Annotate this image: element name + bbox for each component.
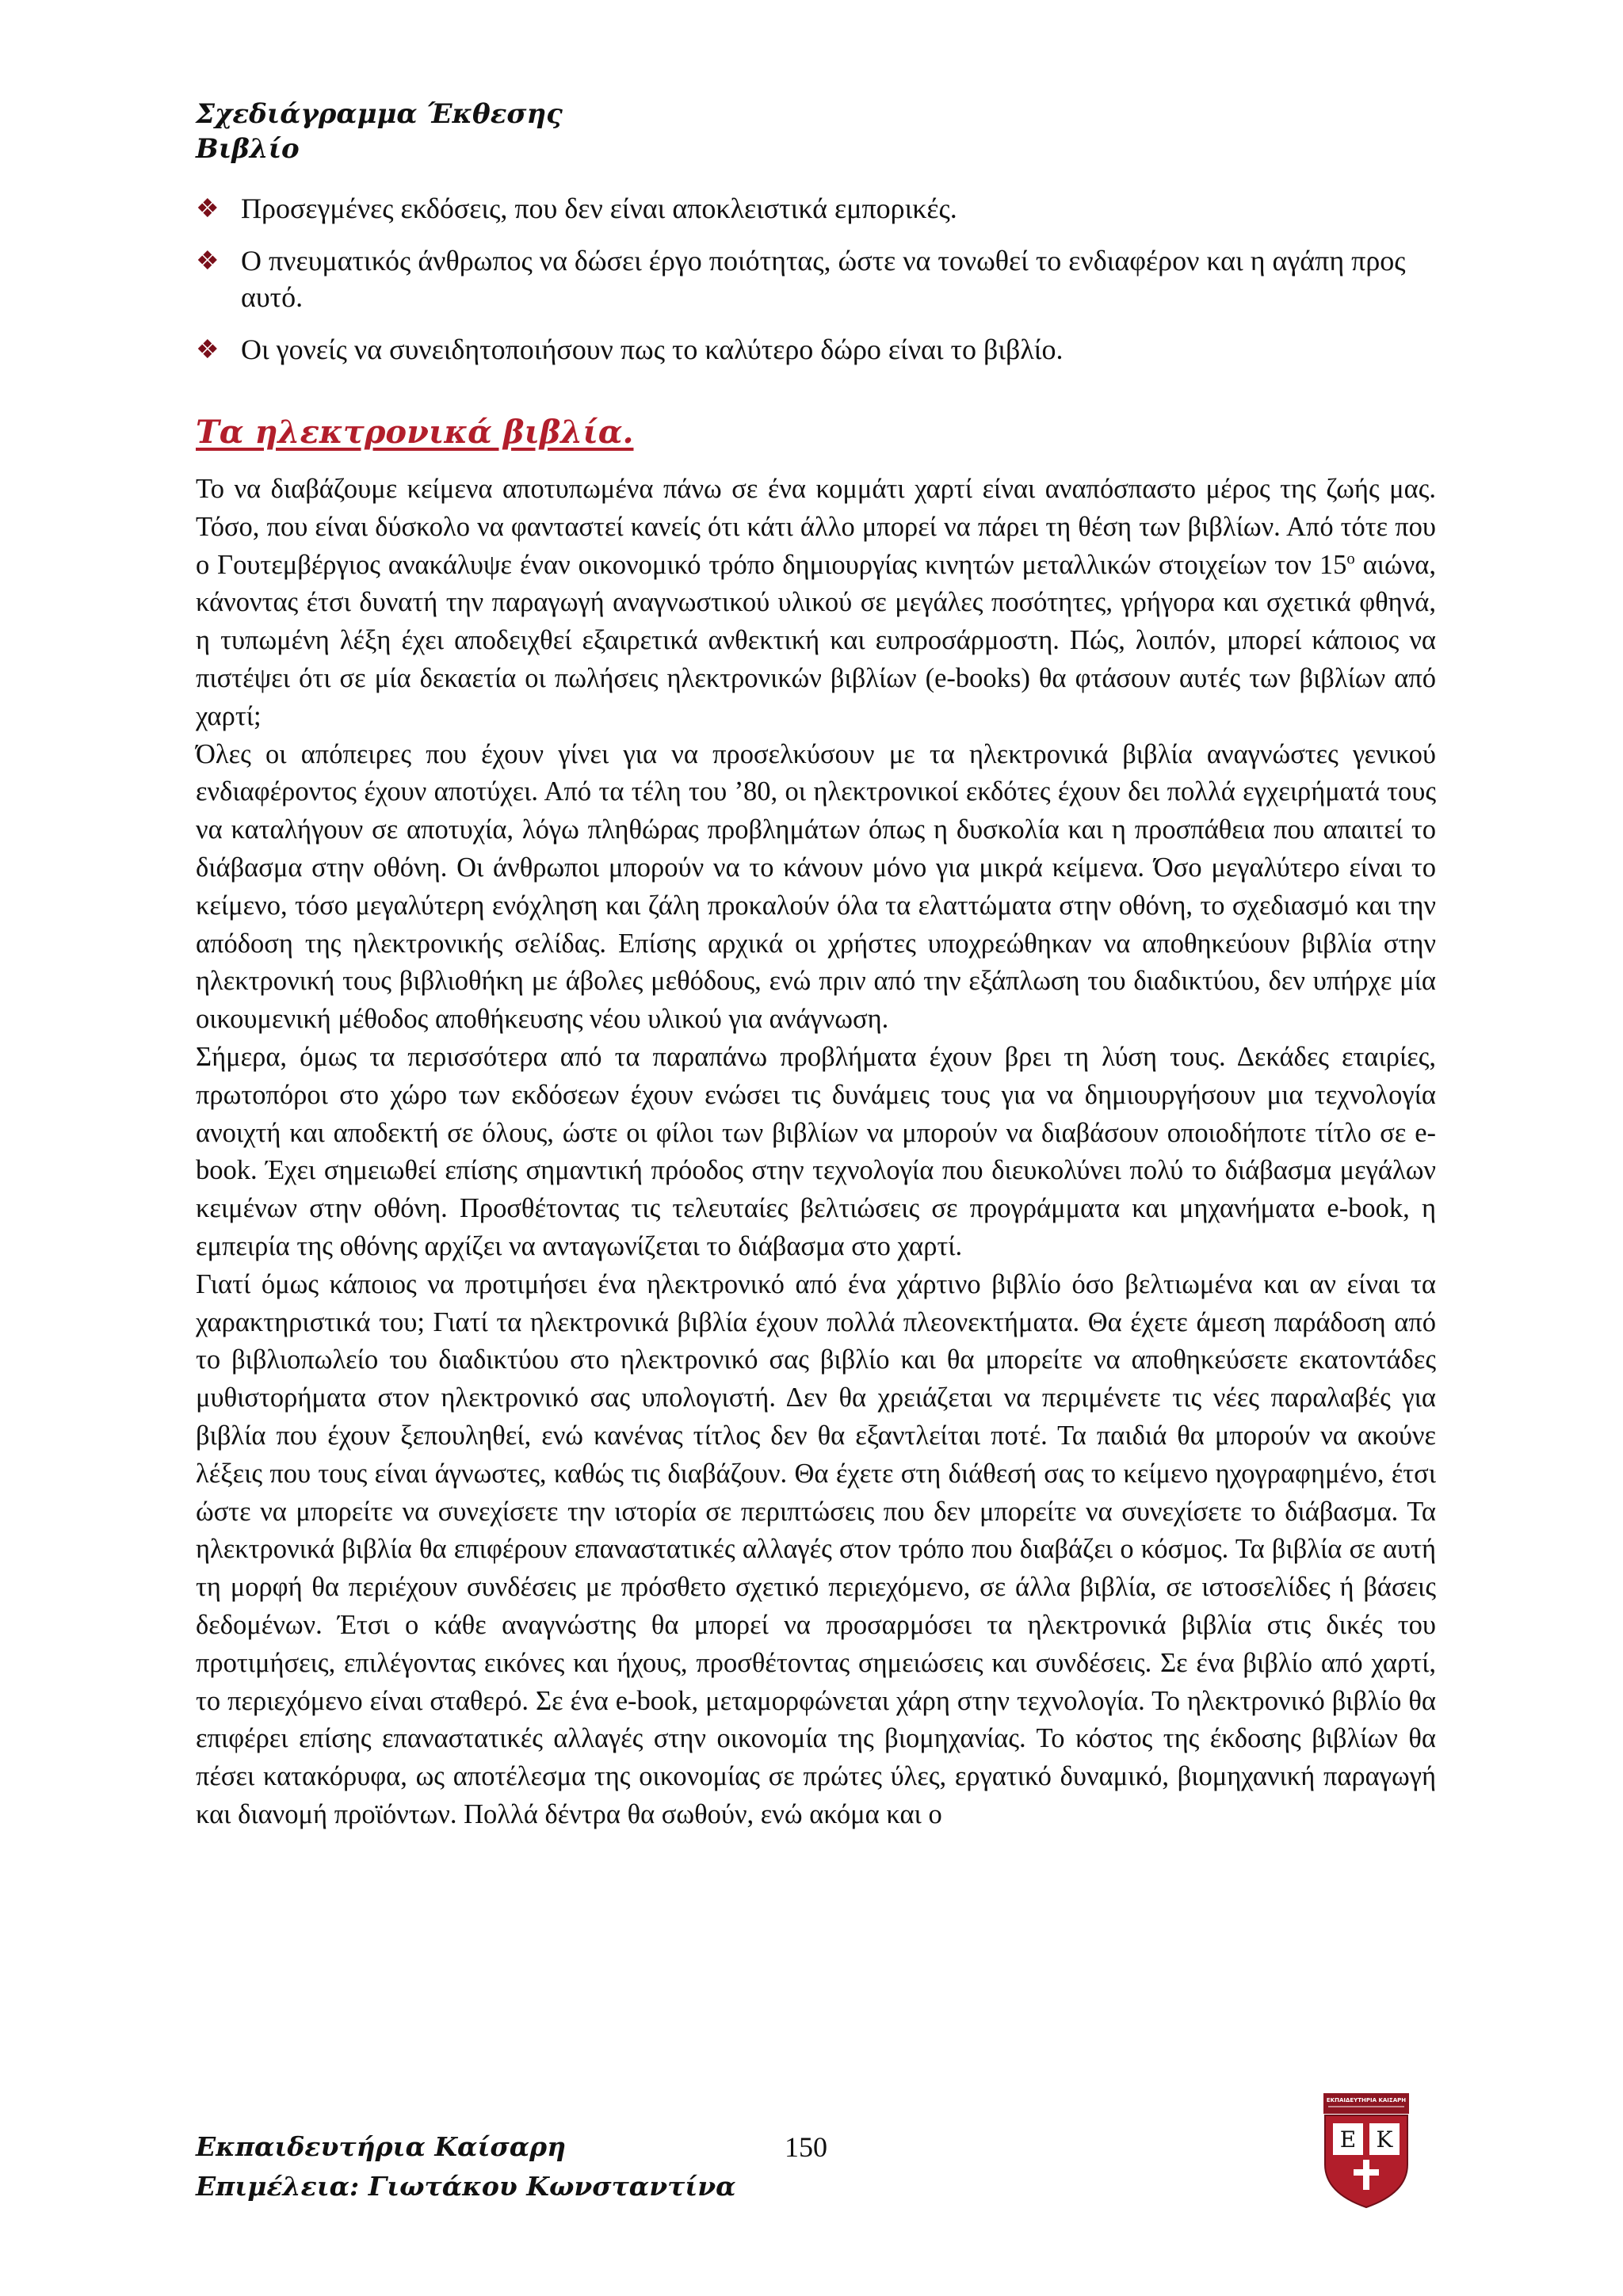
page-number: 150 bbox=[785, 2131, 827, 2163]
bullet-text: Οι γονείς να συνειδητοποιήσουν πως το καλύτερο δώρο είναι το βιβλίο. bbox=[241, 334, 1064, 365]
bullet-text: Ο πνευματικός άνθρωπος να δώσει έργο ποιότητας, ώστε να τονωθεί το ενδιαφέρον και η αγάπη προς αυτό. bbox=[241, 245, 1406, 313]
bullet-list bbox=[196, 190, 1436, 383]
bullet-item bbox=[196, 242, 1436, 315]
header-subtitle: Βιβλίο bbox=[196, 133, 300, 165]
bullet-item bbox=[196, 190, 1436, 227]
paragraph: Όλες οι απόπειρες που έχουν γίνει για να προσελκύσουν με τα ηλεκτρονικά βιβλία αναγνώστες γενικού ενδιαφέροντος έχουν αποτύχει. Από τα τέλη του ’80, οι ηλεκτρονικοί εκδότες έχουν δει πολλά εγχειρήματά τους να καταλήγουν σε αποτυχία, λόγω πληθώρας προβλημάτων όπως η δυσκολία και η προσπάθεια που απαιτεί το διάβασμα στην οθόνη. Οι άνθρωποι μπορούν να το κάνουν μόνο για μικρά κείμενα. Όσο μεγαλύτερο είναι το κείμενο, τόσο μεγαλύτερη ενόχληση και ζάλη προκαλούν όλα τα ελαττώματα στην οθόνη, το σχεδιασμό και την απόδοση της ηλεκτρονικής σελίδας. Επίσης αρχικά οι χρήστες υποχρεώθηκαν να αποθηκεύουν βιβλία στην ηλεκτρονική τους βιβλιοθήκη με άβολες μεθόδους, ενώ πριν από την εξάπλωση του διαδικτύου, δεν υπήρχε μία οικουμενική μέθοδος αποθήκευσης νέου υλικού για ανάγνωση. bbox=[196, 738, 1436, 1035]
header-title: Σχεδιάγραμμα Έκθεσης bbox=[196, 98, 563, 130]
logo-letter-right: Κ bbox=[1376, 2126, 1393, 2153]
bullet-item bbox=[196, 331, 1436, 368]
ordinal-superscript: ο bbox=[1346, 550, 1355, 568]
bullet-text: Προσεγμένες εκδόσεις, που δεν είναι αποκλειστικά εμπορικές. bbox=[241, 193, 957, 224]
section-heading: Τα ηλεκτρονικά βιβλία. bbox=[196, 414, 634, 451]
logo-banner-text: ΕΚΠΑΙΔΕΥΤΗΡΙΑ ΚΑΙΣΑΡΗ bbox=[1326, 2097, 1407, 2103]
footer bbox=[196, 2127, 736, 2206]
paragraph-text: αιώνα, κάνοντας έτσι δυνατή την παραγωγή αναγνωστικού υλικού σε μεγάλες ποσότητες, γρήγορα και σχετικά φθηνά, η τυπωμένη λέξη έχει αποδειχθεί εξαιρετικά ανθεκτική και ευπροσάρμοστη. Πώς, λοιπόν, μπορεί κάποιος να πιστέψει ότι σε μία δεκαετία οι πωλήσεις ηλεκτρονικών βιβλίων (e-books) θα φτάσουν αυτές των βιβλίων από χαρτί; bbox=[196, 549, 1436, 731]
running-header bbox=[196, 97, 563, 166]
paragraph: Γιατί όμως κάποιος να προτιμήσει ένα ηλεκτρονικό από ένα χάρτινο βιβλίο όσο βελτιωμένα και αν είναι τα χαρακτηριστικά του; Γιατί τα ηλεκτρονικά βιβλία έχουν πολλά πλεονεκτήματα. Θα έχετε άμεση παράδοση από το βιβλιοπωλείο του διαδικτύου στο ηλεκτρονικό σας βιβλίο και θα μπορείτε να αποθηκεύσετε εκατοντάδες μυθιστορήματα στον ηλεκτρονικό σας υπολογιστή. Δεν θα χρειάζεται να περιμένετε τις νέες παραλαβές για βιβλία που έχουν ξεπουληθεί, ενώ κανένας τίτλος δεν θα εξαντλείται ποτέ. Τα παιδιά θα μπορούν να ακούνε λέξεις που τους είναι άγνωστες, καθώς τις διαβάζουν. Θα έχετε στη διάθεσή σας το κείμενο ηχογραφημένο, έτσι ώστε να μπορείτε να συνεχίσετε την ιστορία σε περιπτώσεις που δεν μπορείτε να συνεχίσετε το διάβασμα. Τα ηλεκτρονικά βιβλία θα επιφέρουν επαναστατικές αλλαγές στον τρόπο που διαβάζει ο κόσμος. Τα βιβλία σε αυτή τη μορφή θα περιέχουν συνδέσεις με πρόσθετο σχετικό περιεχόμενο, σε άλλα βιβλία, σε ιστοσελίδες ή βάσεις δεδομένων. Έτσι ο κάθε αναγνώστης θα μπορεί να προσαρμόσει τα ηλεκτρονικά βιβλία στις δικές του προτιμήσεις, επιλέγοντας εικόνες και ήχους, προσθέτοντας σημειώσεις και συνδέσεις. Σε ένα βιβλίο από χαρτί, το περιεχόμενο είναι σταθερό. Σε ένα e-book, μεταμορφώνεται χάρη στην τεχνολογία. Το ηλεκτρονικό βιβλίο θα επιφέρει επίσης επαναστατικές αλλαγές στην οικονομία της βιομηχανίας. Το κόστος της έκδοσης βιβλίων θα πέσει κατακόρυφα, ως αποτέλεσμα της οικονομίας σε πρώτες ύλες, εργατικό δυναμικό, βιομηχανική παραγωγή και διανομή προϊόντων. Πολλά δέντρα θα σωθούν, ενώ ακόμα και ο bbox=[196, 1268, 1436, 1829]
four-diamond-bullet-icon: ❖ bbox=[196, 245, 220, 276]
body-text bbox=[196, 471, 1436, 1834]
four-diamond-bullet-icon: ❖ bbox=[196, 193, 220, 223]
paragraph: Σήμερα, όμως τα περισσότερα από τα παραπάνω προβλήματα έχουν βρει τη λύση τους. Δεκάδες εταιρίες, πρωτοπόροι στο χώρο των εκδόσεων έχουν ενώσει τις δυνάμεις τους για να δημιουργήσουν μια τεχνολογία ανοιχτή και αποδεκτή σε όλους, ώστε οι φίλοι των βιβλίων να μπορούν να διαβάσουν οποιοδήποτε τίτλο σε e-book. Έχει σημειωθεί επίσης σημαντική πρόοδος στην τεχνολογία που διευκολύνει πολύ το διάβασμα μεγάλων κειμένων στην οθόνη. Προσθέτοντας τις τελευταίες βελτιώσεις σε προγράμματα και μηχανήματα e-book, η εμπειρία της οθόνης αρχίζει να ανταγωνίζεται το διάβασμα στο χαρτί. bbox=[196, 1041, 1436, 1261]
four-diamond-bullet-icon: ❖ bbox=[196, 334, 220, 364]
footer-editor: Επιμέλεια: Γιωτάκου Κωνσταντίνα bbox=[196, 2171, 736, 2202]
paragraph bbox=[196, 471, 1436, 736]
paragraph-text: Το να διαβάζουμε κείμενα αποτυπωμένα πάνω σε ένα κομμάτι χαρτί είναι αναπόσπαστο μέρος της ζωής μας. Τόσο, που είναι δύσκολο να φανταστεί κανείς ότι κάτι άλλο μπορεί να πάρει τη θέση των βιβλίων. Από τότε που ο Γουτεμβέργιος ανακάλυψε έναν οικονομικό τρόπο δημιουργίας κινητών μεταλλικών στοιχείων τον 15 bbox=[196, 474, 1436, 580]
footer-school: Εκπαιδευτήρια Καίσαρη bbox=[196, 2131, 567, 2162]
school-crest-logo bbox=[1319, 2092, 1414, 2210]
logo-letter-left: Ε bbox=[1339, 2126, 1357, 2153]
